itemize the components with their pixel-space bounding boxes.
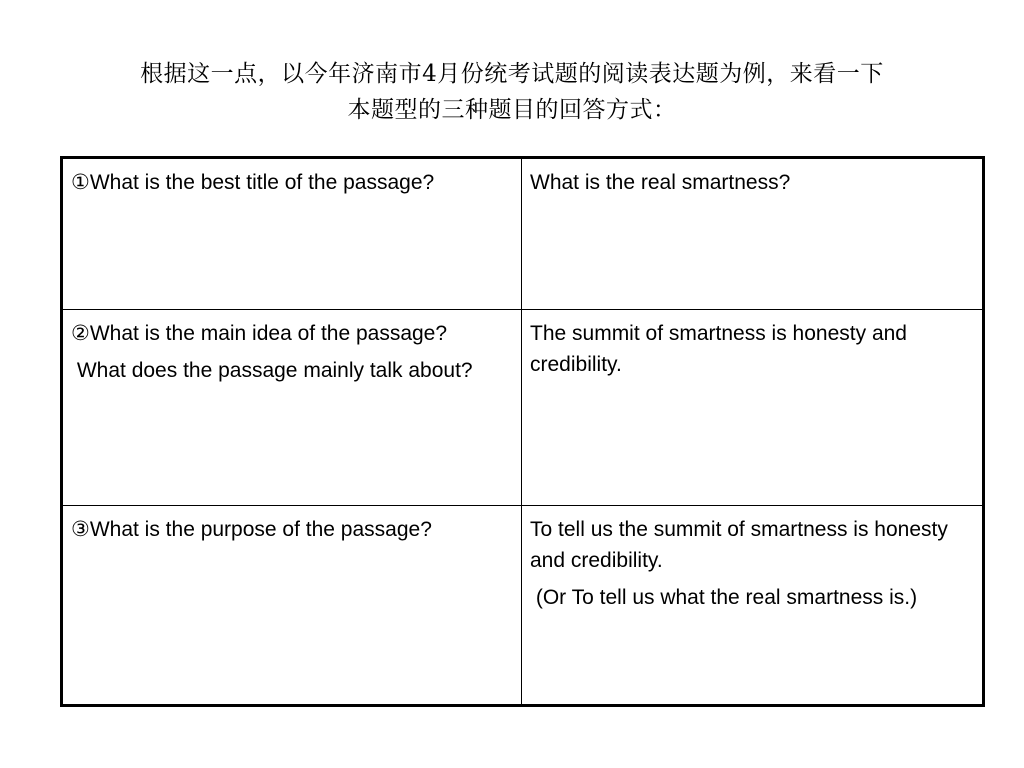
question-text: ①What is the best title of the passage? xyxy=(71,171,435,194)
answer-text: The summit of smartness is honesty and credibility. xyxy=(530,322,907,376)
question-text: ②What is the main idea of the passage? xyxy=(71,322,448,345)
question-cell xyxy=(62,158,522,310)
answer-cell xyxy=(522,506,984,706)
answer-text: What is the real smartness? xyxy=(530,171,791,194)
answer-text-alt: (Or To tell us what the real smartness is.) xyxy=(530,586,918,609)
table-row xyxy=(62,310,984,506)
answer-cell xyxy=(522,310,984,506)
answer-text: To tell us the summit of smartness is honesty and credibility. xyxy=(530,518,948,572)
slide-title-line-2: 本题型的三种题目的回答方式： xyxy=(347,97,677,123)
table-row xyxy=(62,158,984,310)
table-row xyxy=(62,506,984,706)
slide-title-line-1: 根据这一点，以今年济南市4月份统考试题的阅读表达题为例，来看一下 xyxy=(140,61,884,87)
question-text: ③What is the purpose of the passage? xyxy=(71,518,432,541)
question-text-alt: What does the passage mainly talk about? xyxy=(71,359,473,382)
slide-title xyxy=(40,56,984,128)
question-answer-table xyxy=(60,156,985,707)
question-cell xyxy=(62,506,522,706)
question-cell xyxy=(62,310,522,506)
answer-cell xyxy=(522,158,984,310)
